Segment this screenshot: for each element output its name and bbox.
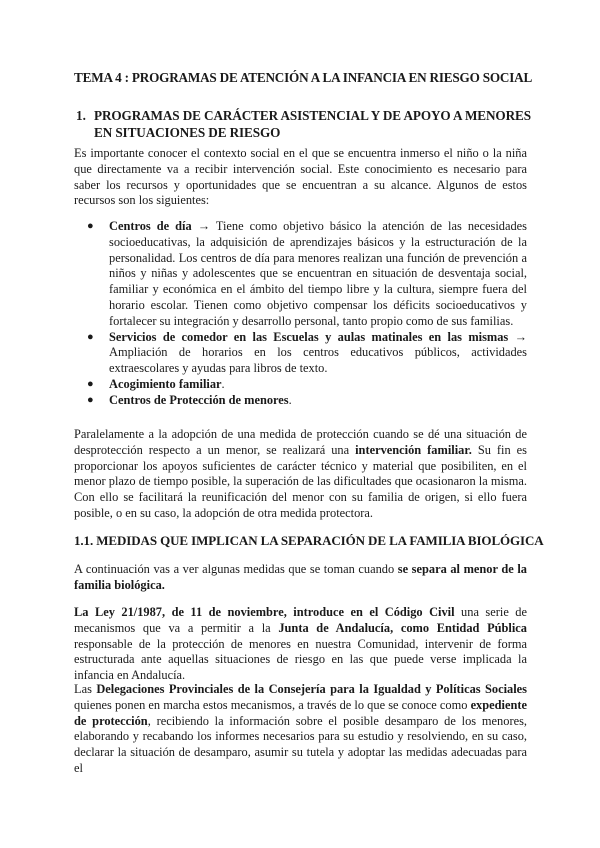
measures-paragraph xyxy=(74,562,527,594)
section-1-1-heading: 1.1. MEDIDAS QUE IMPLICAN LA SEPARACIÓN DE LA FAMILIA BIOLÓGICA xyxy=(74,533,544,548)
list-item xyxy=(74,377,527,393)
section-1-heading xyxy=(74,107,534,141)
paragraph-text: , recibiendo la información sobre el posible desamparo de los menores, elaborando y recabando los informes necesarios para su estudio y resolviendo, en su caso, declarar la situación de desamparo, asumir su tutela y adoptar las medidas adecuadas para el xyxy=(74,713,527,775)
bullet-icon: ● xyxy=(87,330,94,343)
list-item-text: → Ampliación de horarios en los centros educativos públicos, actividades extraescolares y ayudas para libros de texto. xyxy=(109,329,527,376)
list-item xyxy=(74,330,527,377)
paragraph-bold: intervención familiar. xyxy=(355,442,472,457)
list-item-title: Centros de día xyxy=(109,219,192,233)
paragraph-bold: La Ley 21/1987, de 11 de noviembre, introduce en el Código Civil xyxy=(74,605,455,619)
paragraph-text: responsable de la protección de menores en nuestra Comunidad, intervenir de forma estructurada ante aquellas situaciones de riesgo en las que puede verse implicada la infancia en Andalucía. xyxy=(74,636,527,683)
list-item xyxy=(74,219,527,330)
bullet-icon: ● xyxy=(87,377,94,390)
list-item-text: → Tiene como objetivo básico la atención de las necesidades socioeducativas, la adquisición de aprendizajes básicos y la estructuración de la personalidad. Los centros de día para menores realizan una función de prevención a niños y niñas y adolescentes que se encuentran en situación de desventaja social, familiar y económica en el ámbito del tiempo libre y la cultura, siempre fuera del horario escolar. Tienen como objetivo compensar los déficits socioeducativos y fortalecer su integración y desarrollo personal, tanto propio como de sus familias. xyxy=(109,219,527,328)
paragraph-text: Su fin es proporcionar los apoyos suficientes de carácter técnico y material que posibiliten, en el menor plazo de tiempo posible, la superación de las dificultades que ocasionaron la misma. Con ello se facilitará la reunificación del menor con su familia de origen, si ello fuera posible, o en su caso, la adopción de otra medida protectora. xyxy=(74,442,527,520)
paragraph-text: quienes ponen en marcha estos mecanismos, a través de lo que se conoce como xyxy=(74,697,471,712)
paragraph-bold: Junta de Andalucía, como Entidad Pública xyxy=(278,620,528,635)
paragraph-text: A continuación vas a ver algunas medidas que se toman cuando xyxy=(74,562,398,576)
paragraph-bold: se separa al menor de la familia biológica. xyxy=(74,562,527,592)
intro-paragraph: Es importante conocer el contexto social en el que se encuentra inmerso el niño o la niña que directamente va a recibir intervención social. Este conocimiento es necesario para saber los recursos y oportunidades que se encuentran a su alcance. Algunos de estos recursos son los siguientes: xyxy=(74,146,527,208)
paragraph-text: una serie de mecanismos que va a permitir a la xyxy=(74,605,527,635)
list-item-title: Servicios de comedor en las Escuelas y aulas matinales en las mismas xyxy=(109,329,509,344)
list-item-text: . xyxy=(288,392,292,407)
paragraph-text: Las xyxy=(74,682,97,696)
paragraph-bold: expediente de protección xyxy=(74,697,527,728)
intervention-paragraph xyxy=(74,427,527,522)
section-1-number: 1. xyxy=(76,108,86,123)
list-item-text: . xyxy=(221,376,225,391)
resources-list xyxy=(74,219,527,409)
law-paragraph xyxy=(74,605,527,684)
paragraph-text: Paralelamente a la adopción de una medida de protección cuando se dé una situación de desprotección respecto a un menor, se realizará una xyxy=(74,427,527,457)
document-title: TEMA 4 : PROGRAMAS DE ATENCIÓN A LA INFANCIA EN RIESGO SOCIAL xyxy=(74,70,533,85)
section-1-heading-text: PROGRAMAS DE CARÁCTER ASISTENCIAL Y DE APOYO A MENORES EN SITUACIONES DE RIESGO xyxy=(94,108,531,140)
delegations-paragraph xyxy=(74,682,527,777)
list-item xyxy=(74,393,527,409)
bullet-icon: ● xyxy=(87,220,94,232)
list-item-title: Centros de Protección de menores xyxy=(109,392,289,407)
paragraph-bold: Delegaciones Provinciales de la Consejería para la Igualdad y Políticas Sociales xyxy=(96,682,527,696)
list-item-title: Acogimiento familiar xyxy=(109,376,222,391)
bullet-icon: ● xyxy=(87,393,94,406)
